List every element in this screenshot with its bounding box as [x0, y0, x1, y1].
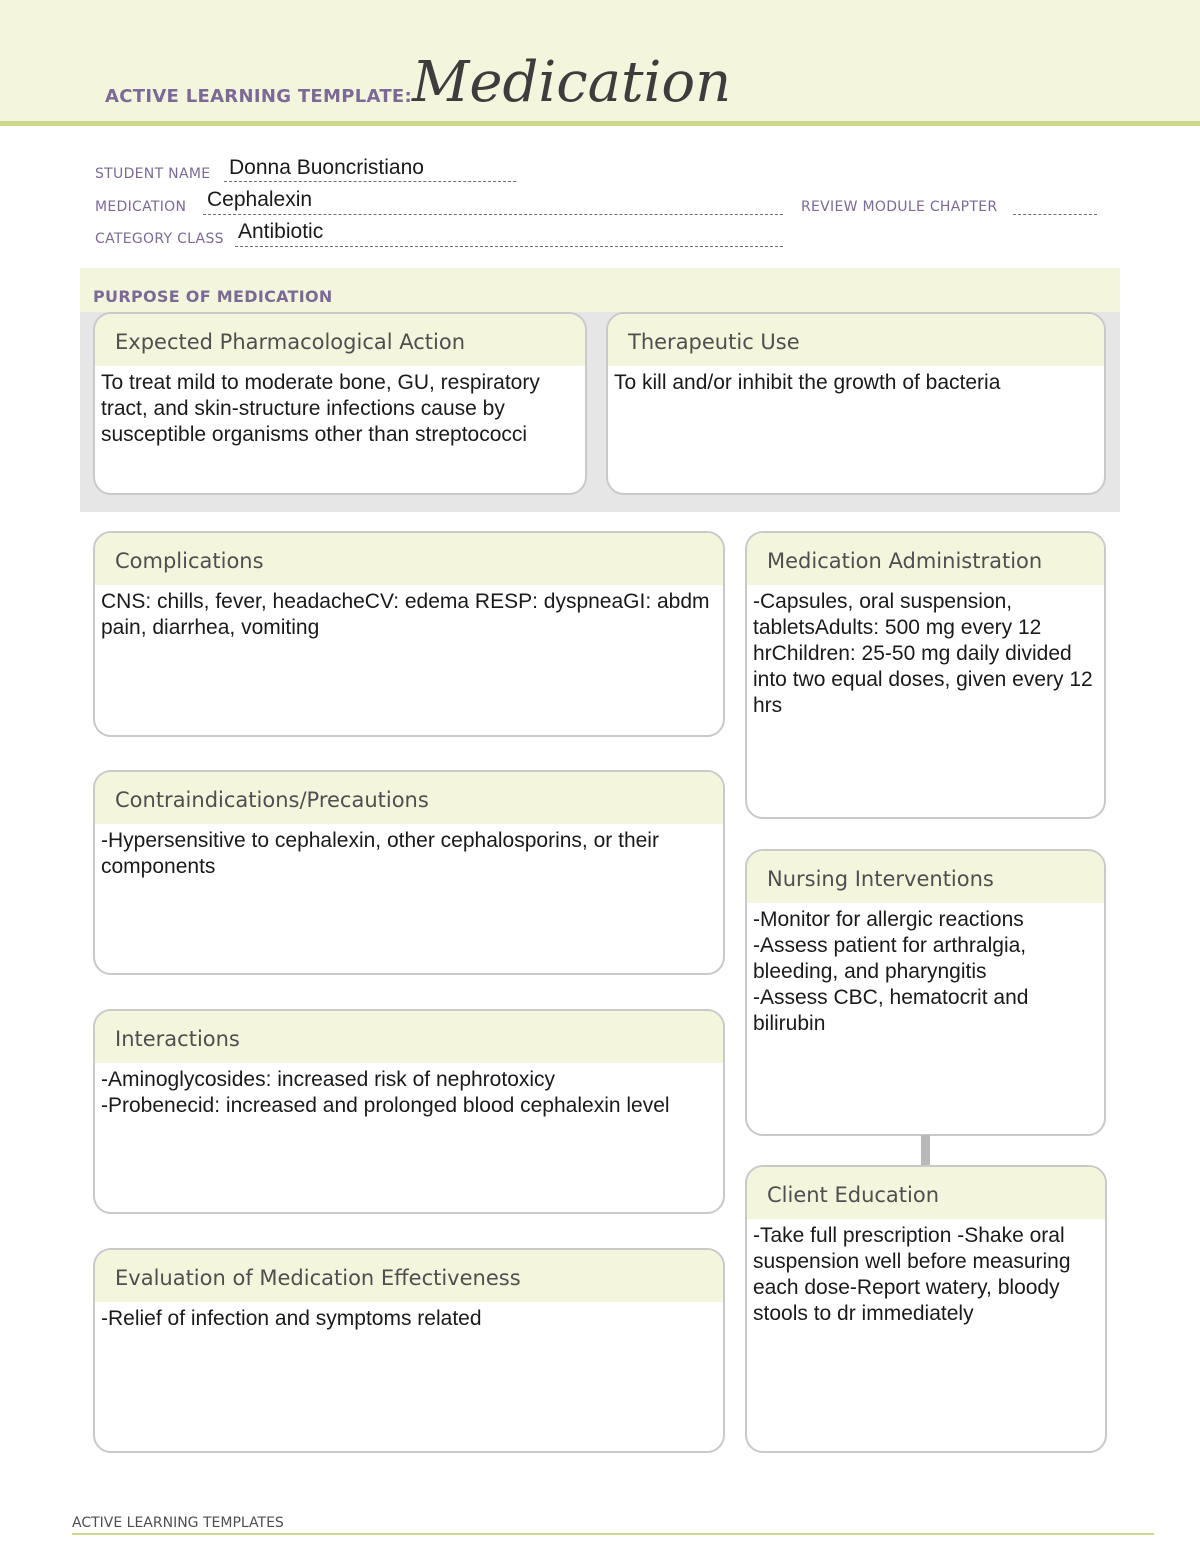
- medication-label: MEDICATION: [95, 199, 187, 215]
- complications-card: [93, 531, 725, 737]
- section-connector: [921, 1135, 930, 1165]
- interactions-title: Interactions: [95, 1011, 723, 1063]
- client-education-text[interactable]: -Take full prescription -Shake oral suspension well before measuring each dose-Report watery, bloody stools to dr immediately: [753, 1224, 1071, 1325]
- complications-title: Complications: [95, 533, 723, 585]
- expected-action-card: [93, 312, 587, 495]
- interactions-text[interactable]: -Aminoglycosides: increased risk of nephrotoxicy -Probenecid: increased and prolonged blood cephalexin level: [101, 1068, 670, 1117]
- evaluation-text[interactable]: -Relief of infection and symptoms related: [101, 1307, 482, 1330]
- expected-action-text[interactable]: To treat mild to moderate bone, GU, respiratory tract, and skin-structure infections cause by susceptible organisms other than streptococci: [101, 371, 540, 446]
- nursing-interventions-title: Nursing Interventions: [747, 851, 1104, 903]
- nursing-interventions-card: [745, 849, 1106, 1136]
- student-name-label: STUDENT NAME: [95, 166, 211, 182]
- student-name-line: [224, 181, 516, 182]
- purpose-label: PURPOSE OF MEDICATION: [93, 287, 333, 306]
- category-class-line: [235, 246, 783, 247]
- client-education-title: Client Education: [747, 1167, 1105, 1219]
- contraindications-text[interactable]: -Hypersensitive to cephalexin, other cephalosporins, or their components: [101, 829, 659, 878]
- category-class-label: CATEGORY CLASS: [95, 231, 224, 247]
- interactions-card: [93, 1009, 725, 1214]
- evaluation-title: Evaluation of Medication Effectiveness: [95, 1250, 723, 1302]
- complications-text[interactable]: CNS: chills, fever, headacheCV: edema RESP: dyspneaGI: abdm pain, diarrhea, vomiting: [101, 590, 710, 639]
- review-module-label: REVIEW MODULE CHAPTER: [801, 199, 998, 215]
- client-education-card: [745, 1165, 1107, 1453]
- evaluation-card: [93, 1248, 725, 1453]
- footer-rule: [72, 1533, 1154, 1535]
- contraindications-title: Contraindications/Precautions: [95, 772, 723, 824]
- therapeutic-use-title: Therapeutic Use: [608, 314, 1104, 366]
- category-class-field[interactable]: Antibiotic: [238, 220, 324, 243]
- nursing-interventions-text[interactable]: -Monitor for allergic reactions -Assess patient for arthralgia, bleeding, and pharyngitis -Assess CBC, hematocrit and bilirubin: [753, 908, 1029, 1035]
- page-title: Medication: [412, 50, 732, 115]
- administration-title: Medication Administration: [747, 533, 1104, 585]
- administration-card: [745, 531, 1106, 819]
- therapeutic-use-card: [606, 312, 1106, 495]
- expected-action-title: Expected Pharmacological Action: [95, 314, 585, 366]
- medication-line: [203, 214, 783, 215]
- footer-label: ACTIVE LEARNING TEMPLATES: [72, 1515, 284, 1531]
- administration-text[interactable]: -Capsules, oral suspension, tabletsAdults: 500 mg every 12 hrChildren: 25-50 mg daily divided into two equal doses, given every 12 hrs: [753, 590, 1093, 717]
- student-name-field[interactable]: Donna Buoncristiano: [229, 156, 424, 179]
- therapeutic-use-text[interactable]: To kill and/or inhibit the growth of bacteria: [614, 371, 1001, 394]
- contraindications-card: [93, 770, 725, 975]
- medication-field[interactable]: Cephalexin: [207, 188, 313, 211]
- review-module-field[interactable]: [1013, 214, 1097, 215]
- header-rule: [0, 121, 1200, 126]
- template-label: ACTIVE LEARNING TEMPLATE:: [105, 86, 412, 107]
